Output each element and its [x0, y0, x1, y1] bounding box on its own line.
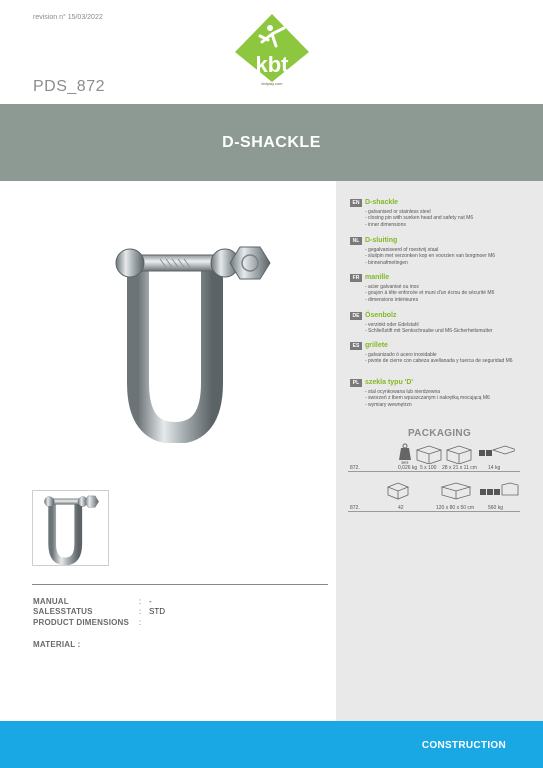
title-banner — [0, 104, 543, 181]
spec-colon: : — [139, 618, 142, 627]
description-line: - binnenafmetingen — [365, 259, 408, 266]
lang-code-badge: ES — [350, 342, 362, 350]
description-line: - wymiary wewnętrzn — [365, 401, 412, 408]
spec-salesstatus-value: STD — [149, 607, 165, 616]
description-line: - galvanised or stainless steel — [365, 209, 431, 215]
packaging-icons-row1 — [395, 442, 515, 464]
pallet-dimensions-icon — [442, 483, 470, 499]
description-line: - closing pin with sunken head and safety nut M6 — [365, 215, 474, 222]
lang-code-badge: EN — [350, 199, 362, 207]
revision-text: revision n° 15/03/2022 — [33, 14, 103, 21]
pk-pallet-weight: 560 kg — [488, 505, 504, 511]
pallet-qty-icon — [388, 483, 408, 499]
pallet-weight-icon — [480, 483, 518, 495]
d-shackle-product-image — [100, 233, 280, 443]
lang-title: manille — [365, 274, 390, 281]
lang-block-nl — [350, 236, 525, 266]
description-line: - inner dimensions — [365, 221, 406, 228]
lang-block-es — [350, 341, 525, 365]
lang-title: grillete — [365, 342, 388, 349]
logo-diamond-icon — [232, 12, 312, 92]
spec-material-label: MATERIAL : — [33, 640, 81, 649]
pk-dims: 28 x 21 x 11 cm — [442, 465, 477, 471]
logo-tagline: kbtplay.com — [261, 81, 283, 86]
lang-block-fr — [350, 273, 525, 303]
packaging-title: PACKAGING — [407, 428, 472, 439]
lang-code-badge: FR — [350, 274, 362, 282]
description-line: - stal ocynkowana lub nierdzewna — [365, 389, 441, 395]
pk-code: 872. — [350, 465, 360, 471]
lang-title: szekla typu 'D' — [365, 379, 414, 386]
pk-box-weight: 14 kg — [488, 465, 501, 471]
footer-bar — [0, 721, 543, 768]
specs-divider — [32, 584, 328, 585]
pk-qty: 5 x 100 — [420, 465, 437, 471]
footer-category: CONSTRUCTION — [421, 740, 506, 751]
box-dimensions-icon — [447, 446, 471, 464]
description-line: - dimensions intérieures — [365, 296, 419, 303]
description-line: - goujon à tête enforcée et muni d'un écrou de sécurité M6 — [365, 290, 495, 297]
description-line: - Schließstift mit Senkschraube und M6-Sicherheitsmutter — [365, 328, 493, 335]
lang-block-en — [350, 198, 525, 228]
description-line: - sworzeń z łbem wpuszczanym i nakrętką mocującą M6 — [365, 395, 490, 402]
packaging-row-box — [348, 464, 520, 472]
pcs-label: pcs — [401, 459, 409, 464]
spec-dimensions-label: PRODUCT DIMENSIONS — [33, 618, 130, 627]
description-line: - pivote de cierre con cabeza avellanada y tuerca de seguridad M6 — [365, 358, 513, 365]
pk-pallet-dims: 120 x 80 x 50 cm — [436, 505, 475, 511]
pk-code: 872. — [350, 505, 360, 511]
lang-title: D-shackle — [365, 199, 399, 206]
product-code: PDS_872 — [33, 78, 105, 95]
lang-code-badge: NL — [350, 237, 362, 245]
pk-pallet-qty: 42 — [398, 505, 404, 511]
spec-colon: : — [139, 597, 142, 606]
description-line: - galvanizado ó acero inoxidable — [365, 352, 437, 358]
spec-colon: : — [139, 607, 142, 616]
packaging-row-pallet — [348, 504, 520, 512]
page-title: D-SHACKLE — [222, 134, 321, 151]
description-line: - gegalvaniseerd of roestvrij staal — [365, 247, 439, 253]
lang-title: D-sluiting — [365, 237, 398, 244]
box-icon — [417, 446, 441, 464]
lang-block-de — [350, 311, 525, 335]
spec-manual-value: - — [149, 597, 152, 606]
lang-code-badge: PL — [350, 379, 362, 387]
description-line: - verzinkt oder Edelstahl — [365, 322, 419, 328]
thumbnail-shackle-icon — [33, 491, 108, 565]
lang-code-badge: DE — [350, 312, 362, 320]
spec-manual-label: MANUAL — [33, 597, 69, 606]
weight-icon — [399, 444, 411, 460]
description-line: - acier galvanisé ou inox — [365, 284, 419, 290]
box-weight-icon — [479, 446, 515, 456]
lang-block-pl — [350, 378, 525, 408]
logo-text: kbt — [255, 52, 289, 77]
description-line: - sluitpin met verzonken kop en voorzien van borgmoer M6 — [365, 253, 496, 260]
pk-weight: 0,026 kg — [398, 465, 418, 471]
kbt-logo — [232, 12, 312, 92]
lang-title: Ösenbolz — [365, 312, 397, 319]
spec-salesstatus-label: SALESSTATUS — [33, 607, 93, 616]
product-thumbnail[interactable] — [32, 490, 109, 566]
packaging-icons-row2 — [384, 477, 524, 503]
